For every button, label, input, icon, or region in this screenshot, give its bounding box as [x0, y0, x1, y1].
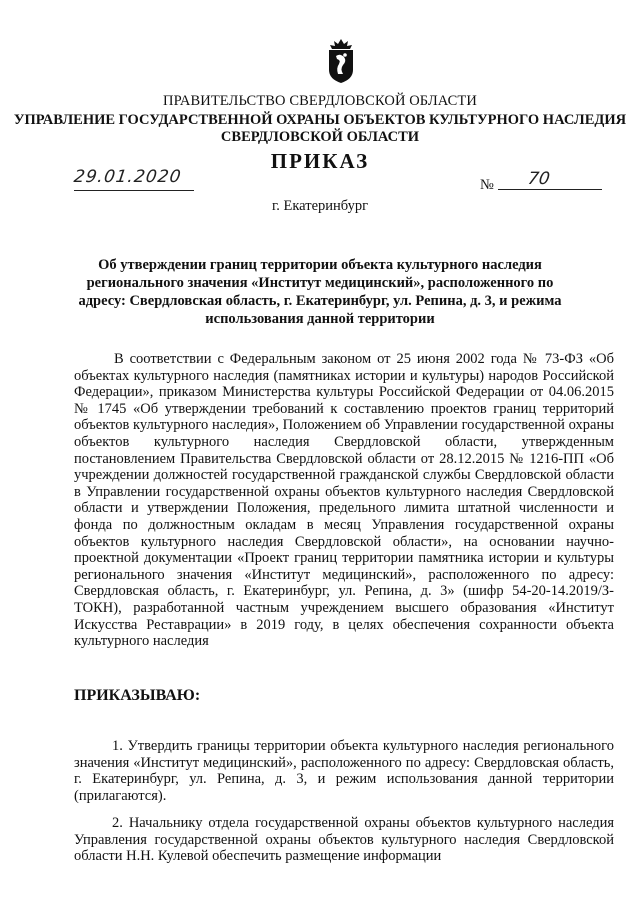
preamble-paragraph: В соответствии с Федеральным законом от 25 июня 2002 года № 73-ФЗ «Об объектах культурного наследия (памятниках истории и культуры) народов Российской Федерации», приказом Министерства культуры Российской Федерации от 04.06.2015 № 1745 «Об утверждении требований к составлению проектов границ территорий объектов культурного наследия», Положением об Управлении государственной охраны объектов культурного наследия Свердловской области, утвержденным постановлением Правительства Свердловской области от 28.12.2015 № 1216-ПП «Об учреждении должностей государственной гражданской службы Свердловской области в Управлении государственной охраны объектов культурного наследия Свердловской области и утверждении Положения, предельного лимита штатной численности и фонда по должностным окладам в месяц Управления государственной охраны объектов культурного наследия Свердловской области», на основании научно-проектной документации «Проект границ территории памятника истории и культуры регионального значения «Институт медицинский», расположенного по адресу: Свердловская область, г. Екатеринбург, ул. Репина, д. 3» (шифр 54-20-14.2019/З-ТОКН), разработанной частным учреждением высшего образования «Институт Искусства Реставрации» в 2019 году, в целях обеспечения сохранности объекта культурного наследия [74, 351, 614, 650]
government-name: ПРАВИТЕЛЬСТВО СВЕРДЛОВСКОЙ ОБЛАСТИ [163, 93, 477, 109]
order-item-2: 2. Начальнику отдела государственной охраны объектов культурного наследия Управления государственной охраны объектов культурного наследия Свердловской области Н.Н. Кулевой обеспечить размещение информации [74, 815, 614, 865]
order-item-1: 1. Утвердить границы территории объекта культурного наследия регионального значения «Институт медицинский», расположенного по адресу: Свердловская область, г. Екатеринбург, ул. Репина, д. 3, и режим использования данной территории (прилагаются). [74, 738, 614, 804]
coat-of-arms-icon [326, 38, 356, 84]
order-date: 29.01.2020 [72, 167, 183, 187]
number-underline [498, 189, 602, 190]
order-subject: Об утверждении границ территории объекта культурного наследия регионального значения «Институт медицинский», расположенного по адресу: Свердловская область, г. Екатеринбург, ул. Репина, д. 3, и режима использования данной территории [78, 257, 562, 327]
document-type-title: ПРИКАЗ [270, 149, 370, 173]
order-date-field [72, 167, 196, 190]
date-underline [74, 190, 194, 191]
department-name-line1: УПРАВЛЕНИЕ ГОСУДАРСТВЕННОЙ ОХРАНЫ ОБЪЕКТОВ КУЛЬТУРНОГО НАСЛЕДИЯ [13, 112, 627, 128]
city-name: г. Екатеринбург [271, 198, 369, 214]
department-name-line2: СВЕРДЛОВСКОЙ ОБЛАСТИ [220, 129, 420, 145]
order-directive-heading: ПРИКАЗЫВАЮ: [74, 687, 201, 704]
number-label: № [480, 177, 494, 193]
order-number: 70 [526, 169, 552, 189]
